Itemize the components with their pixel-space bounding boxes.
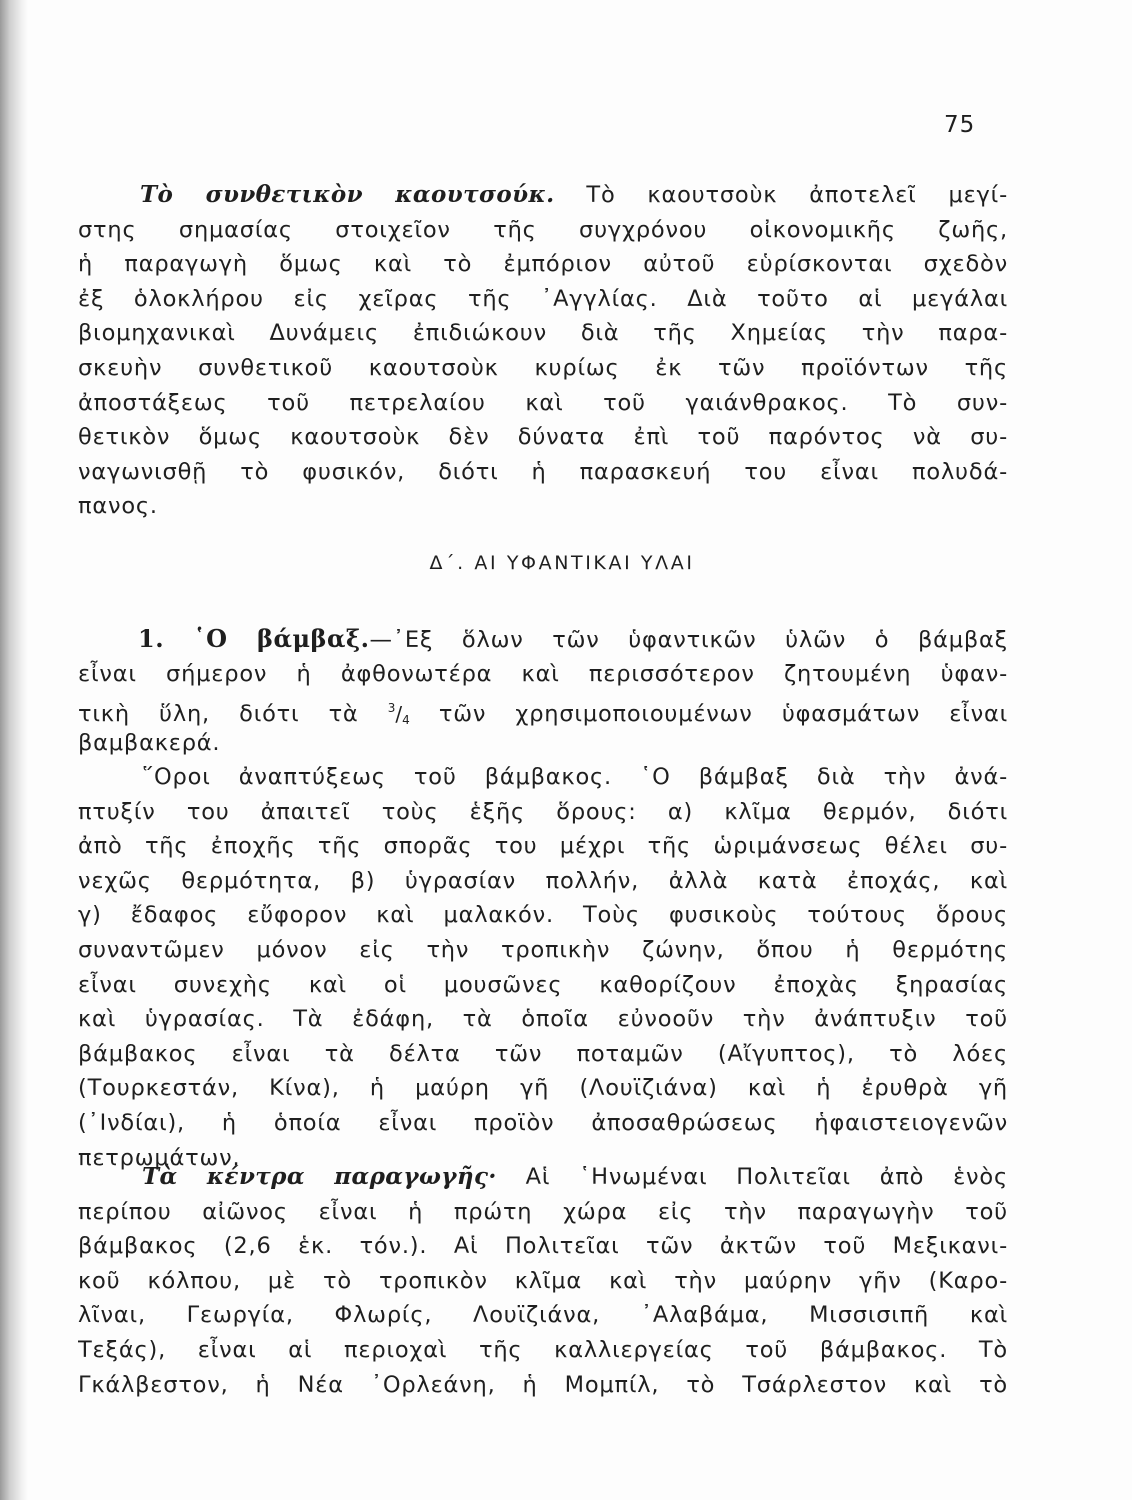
paragraph-line: νεχῶς θερμότητα, β) ὑγρασίαν πολλήν, ἀλλὰ κατὰ ἐποχάς, καὶ [78, 867, 1008, 894]
book-spine-shadow [0, 0, 28, 1500]
paragraph-line: ἀπὸ τῆς ἐποχῆς τῆς σπορᾶς του μέχρι τῆς ὡριμάνσεως θέλει συ- [78, 833, 1008, 860]
paragraph-line: εἶναι σήμερον ἡ ἀφθονωτέρα καὶ περισσότερον ζητουμένη ὑφαν- [78, 660, 1008, 687]
section-title-production-centers: Τὰ κέντρα παραγωγῆς· [142, 1163, 497, 1190]
fraction-denominator: 4 [402, 713, 410, 726]
paragraph-line: βάμβακος εἶναι τὰ δέλτα τῶν ποταμῶν (Αἴγυπτος), τὸ λόες [78, 1040, 1008, 1067]
paragraph-line: Γκάλβεστον, ἡ Νέα ᾿Ορλεάνη, ἡ Μομπίλ, τὸ Τσάρλεστον καὶ τὸ [78, 1371, 1008, 1398]
paragraph-line: πανος. [78, 493, 158, 520]
paragraph-line: βάμβακος (2,6 ἑκ. τόν.). Αἱ Πολιτεῖαι τῶν ἀκτῶν τοῦ Μεξικανι- [78, 1233, 1008, 1260]
paragraph-line: ῞Οροι ἀναπτύξεως τοῦ βάμβακος. ῾Ο βάμβαξ διὰ τὴν ἀνά- [142, 764, 1008, 790]
fraction-slash: / [395, 702, 403, 726]
paragraph-line: θετικὸν ὅμως καουτσοὺκ δὲν δύνατα ἐπὶ τοῦ παρόντος νὰ συ- [78, 424, 1008, 451]
paragraph-line: εἶναι συνεχὴς καὶ οἱ μουσῶνες καθορίζουν ἐποχὰς ξηρασίας [78, 971, 1008, 998]
paragraph-line: βιομηχανικαὶ Δυνάμεις ἐπιδιώκουν διὰ τῆς Χημείας τὴν παρα- [78, 320, 1008, 347]
paragraph-line: ἀποστάξεως τοῦ πετρελαίου καὶ τοῦ γαιάνθρακος. Τὸ συν- [78, 389, 1008, 416]
section-cotton [78, 622, 1008, 760]
paragraph-line: πτυξίν του ἀπαιτεῖ τοὺς ἑξῆς ὅρους: α) κλῖμα θερμόν, διότι [78, 798, 1008, 825]
paragraph-line: γ) ἔδαφος εὔφορον καὶ μαλακόν. Τοὺς φυσικοὺς τούτους ὅρους [78, 902, 1008, 929]
paragraph-line: (Τουρκεστάν, Κίνα), ἡ μαύρη γῆ (Λουϊζιάνα) καὶ ἡ ἐρυθρὰ γῆ [78, 1075, 1008, 1102]
paragraph-line: στης σημασίας στοιχεῖον τῆς συγχρόνου οἰκονομικῆς ζωῆς, [78, 216, 1008, 243]
paragraph-line: (᾿Ινδίαι), ἡ ὁποία εἶναι προϊὸν ἀποσαθρώσεως ἡφαιστειογενῶν [78, 1109, 1008, 1136]
page-number: 75 [944, 112, 976, 138]
paragraph-line: Τεξάς), εἶναι αἱ περιοχαὶ τῆς καλλιεργείας τοῦ βάμβακος. Τὸ [78, 1336, 1008, 1363]
paragraph-line: Τὰ κέντρα παραγωγῆς· Αἱ ῾Ηνωμέναι Πολιτεῖαι ἀπὸ ἑνὸς [142, 1163, 1008, 1190]
paragraph-line: Τὸ συνθετικὸν καουτσούκ. Τὸ καουτσοὺκ ἀποτελεῖ μεγί- [140, 181, 1008, 208]
paragraph-line: βαμβακερά. [78, 729, 221, 756]
paragraph-line: κοῦ κόλπου, μὲ τὸ τροπικὸν κλῖμα καὶ τὴν μαύρην γῆν (Καρο- [78, 1267, 1008, 1294]
paragraph-line: περίπου αἰῶνος εἶναι ἡ πρώτη χώρα εἰς τὴν παραγωγὴν τοῦ [78, 1198, 1008, 1225]
section-title-synthetic-rubber: Τὸ συνθετικὸν καουτσούκ. [140, 181, 555, 208]
paragraph-line: 1. ῾Ο βάμβαξ.—᾿Εξ ὅλων τῶν ὑφαντικῶν ὑλῶν ὁ βάμβαξ [138, 624, 1008, 653]
section-growth-conditions [78, 760, 1008, 1175]
paragraph-line: ναγωνισθῇ τὸ φυσικόν, διότι ἡ παρασκευή του εἶναι πολυδά- [78, 458, 1008, 485]
fraction-numerator: 3 [387, 701, 396, 716]
paragraph-line: ἐξ ὁλοκλήρου εἰς χεῖρας τῆς ᾿Αγγλίας. Διὰ τοῦτο αἱ μεγάλαι [78, 285, 1008, 312]
paragraph-line: ἡ παραγωγὴ ὅμως καὶ τὸ ἐμπόριον αὐτοῦ εὑρίσκονται σχεδὸν [78, 251, 1008, 278]
paragraph-line: πετρωμάτων. [78, 1144, 241, 1171]
section-heading-textile-materials: Δ΄. ΑΙ ΥΦΑΝΤΙΚΑΙ ΥΛΑΙ [429, 552, 695, 574]
paragraph-line: συναντῶμεν μόνον εἰς τὴν τροπικὴν ζώνην, ὅπου ἡ θερμότης [78, 936, 1008, 963]
paragraph-line: τικὴ ὕλη, διότι τὰ $^3/_4$ τῶν χρησιμοποιουμένων ὑφασμάτων εἶναι [78, 701, 1008, 726]
section-production-centers [78, 1160, 1008, 1402]
paragraph-line: σκευὴν συνθετικοῦ καουτσοὺκ κυρίως ἐκ τῶν προϊόντων τῆς [78, 354, 1008, 381]
paragraph-line: λῖναι, Γεωργία, Φλωρίς, Λουϊζιάνα, ᾿Αλαβάμα, Μισσισιπῆ καὶ [78, 1302, 1008, 1329]
section-synthetic-rubber [78, 178, 1008, 524]
paragraph-line: καὶ ὑγρασίας. Τὰ ἐδάφη, τὰ ὁποῖα εὐνοοῦν τὴν ἀνάπτυξιν τοῦ [78, 1006, 1008, 1033]
section-title-cotton: 1. ῾Ο βάμβαξ. [138, 624, 370, 653]
